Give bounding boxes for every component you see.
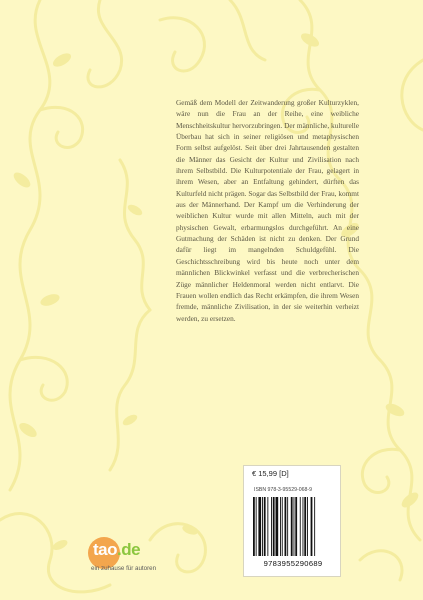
barcode-number: 9783955290689 <box>263 559 323 568</box>
logo-suffix-text: de <box>121 540 141 559</box>
barcode-image <box>252 497 334 556</box>
logo-main-text: tao <box>93 540 117 559</box>
logo-wordmark <box>93 540 140 560</box>
price-box <box>243 465 341 577</box>
isbn-label: ISBN 978-3-95529-068-9 <box>254 487 312 493</box>
price-label: € 15,99 [D] <box>252 469 289 478</box>
back-cover-blurb: Gemäß dem Modell der Zeitwanderung großer Kulturzyklen, wäre nun die Frau an der Reihe, eine weibliche Menschheitskultur hervorzubringen. Der männliche, kulturelle Überbau hat sich in seiner religiösen und metaphysischen Form selbst aufgelöst. Seit über drei Jahrtausenden gestalten die Männer das Gesicht der Kultur und Zivilisation nach ihrem Selbstbild. Die Kulturpotentiale der Frau, gelagert in ihrem Wesen, aber an Entfaltung gehindert, dürften das Kulturfeld nicht prägen. Sogar das Selbstbild der Frau, kommt aus der Männerhand. Der Kampf um die Verhinderung der weiblichen Kultur wurde mit allen Mitteln, auch mit der physischen Gewalt, erbarmungslos durchgeführt. An eine Gutmachung der Schäden ist nicht zu denken. Der Grund dafür liegt im mangelnden Schuldgefühl. Die Geschichtsschreibung wird bis heute noch unter dem männlichen Blickwinkel verfasst und die verbrecherischen Züge männlicher Heldenmoral werden nicht entlarvt. Die Frauen wollen endlich das Recht erkämpfen, die ihrem Wesen fremde, männliche Zivilisation, in der sie weiterhin verheizt werden, zu ersetzen. <box>176 98 359 323</box>
logo-dot-text: . <box>117 540 122 559</box>
publisher-tagline: ein zuhause für autoren <box>91 565 157 572</box>
